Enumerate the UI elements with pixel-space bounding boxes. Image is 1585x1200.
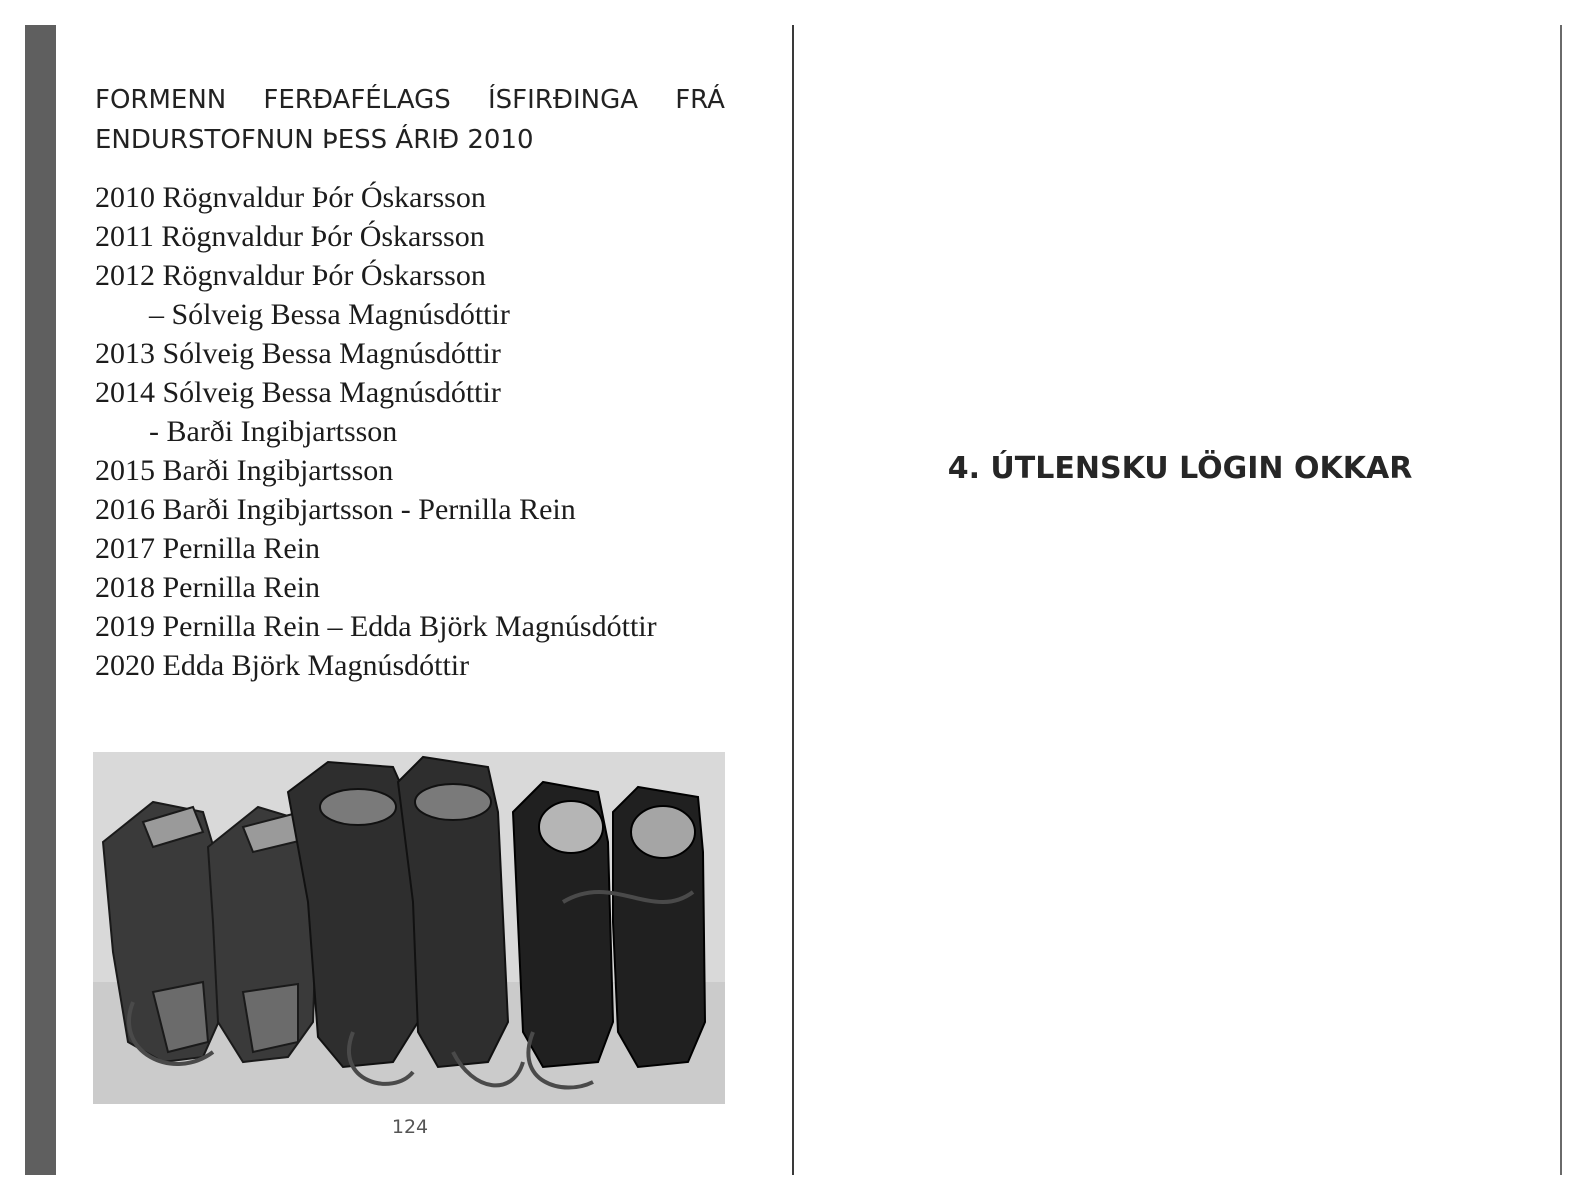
right-page-edge <box>1560 25 1562 1175</box>
heading-word: FERÐAFÉLAGS <box>263 85 451 115</box>
list-item: 2016 Barði Ingibjartsson - Pernilla Rein <box>95 493 576 526</box>
list-item: 2013 Sólveig Bessa Magnúsdóttir <box>95 337 501 370</box>
list-item: 2011 Rögnvaldur Þór Óskarsson <box>95 220 485 253</box>
boot-pair-1 <box>103 802 318 1062</box>
heading-word: FRÁ <box>675 85 725 115</box>
page-number: 124 <box>391 1116 429 1138</box>
heading-word: ÍSFIRÐINGA <box>487 85 639 115</box>
chapter-title: 4. ÚTLENSKU LÖGIN OKKAR <box>947 451 1413 486</box>
page-divider <box>792 25 794 1175</box>
section-heading <box>95 80 725 160</box>
heading-line-2: ENDURSTOFNUN ÞESS ÁRIÐ 2010 <box>95 125 534 155</box>
list-item: 2018 Pernilla Rein <box>95 571 320 604</box>
list-item: 2015 Barði Ingibjartsson <box>95 454 394 487</box>
list-item: 2012 Rögnvaldur Þór Óskarsson <box>95 259 486 292</box>
chair-list <box>95 178 725 685</box>
list-item: 2020 Edda Björk Magnúsdóttir <box>95 649 470 682</box>
list-item: 2019 Pernilla Rein – Edda Björk Magnúsdóttir <box>95 610 657 643</box>
page-spine-bar <box>25 25 56 1175</box>
hiking-boots-photo <box>93 752 725 1104</box>
boot-pair-2 <box>288 757 508 1067</box>
list-item: 2010 Rögnvaldur Þór Óskarsson <box>95 181 486 214</box>
list-item-continuation: - Barði Ingibjartsson <box>149 415 398 448</box>
list-item: 2014 Sólveig Bessa Magnúsdóttir <box>95 376 501 409</box>
list-item: 2017 Pernilla Rein <box>95 532 320 565</box>
heading-word: FORMENN <box>95 85 227 115</box>
list-item-continuation: – Sólveig Bessa Magnúsdóttir <box>149 298 510 331</box>
left-page <box>95 80 725 685</box>
heading-line-1 <box>95 80 725 120</box>
